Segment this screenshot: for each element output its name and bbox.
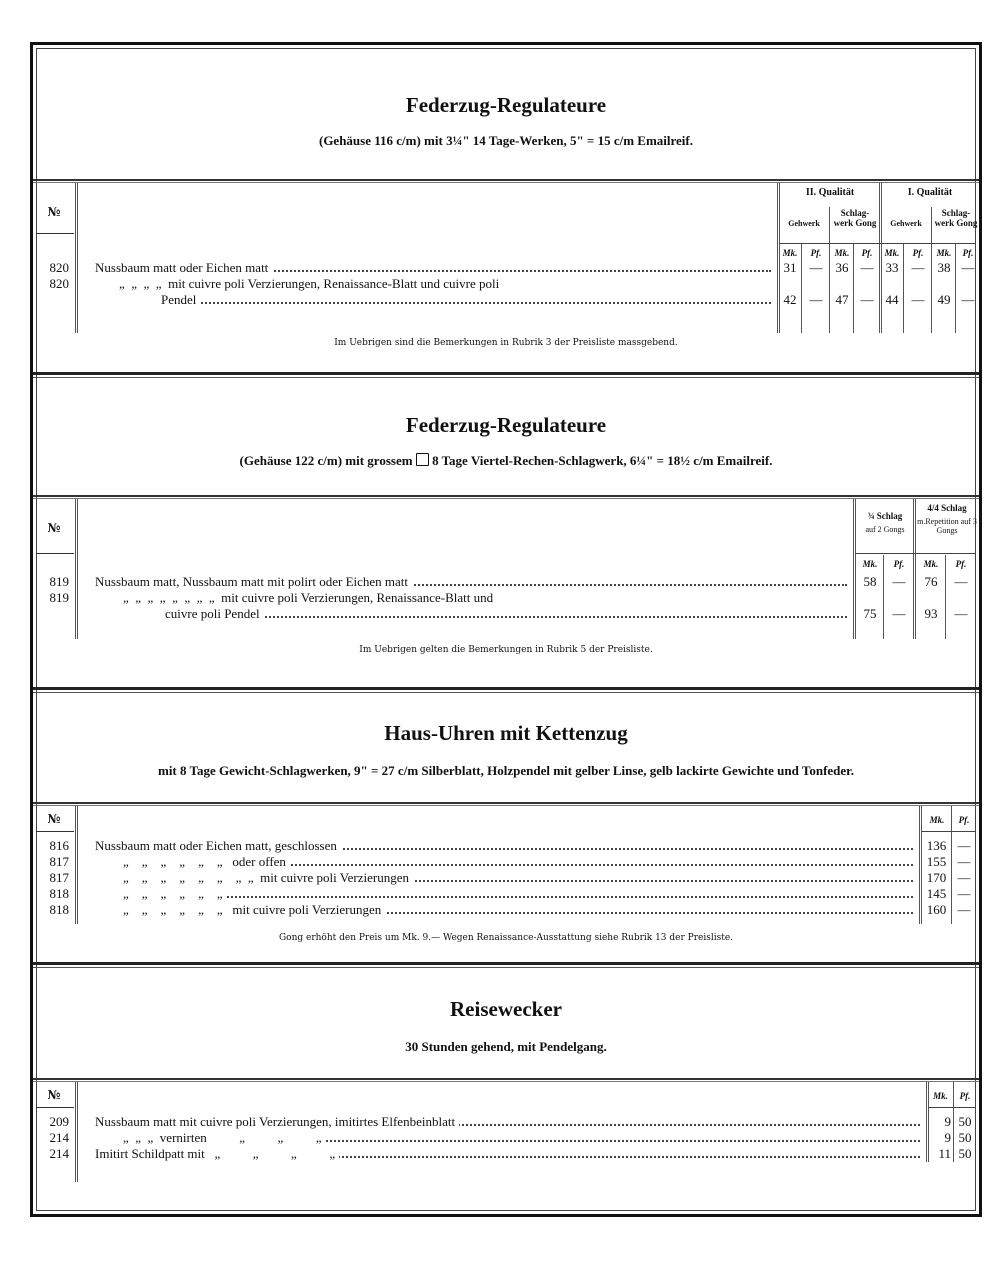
item-description: „ „ „ „ „ „ „ „ mit cuivre poli Verzierungen, Renaissance-Blatt und	[123, 591, 497, 605]
item-description: Nussbaum matt, Nussbaum matt mit polirt oder Eichen matt	[95, 575, 412, 589]
col-divider	[829, 207, 830, 333]
section-3-num-header-rule	[36, 831, 74, 832]
price-pf: —	[809, 260, 823, 275]
item-description: Nussbaum matt oder Eichen matt, geschlossen	[95, 839, 341, 853]
section-4-top-rule	[33, 1078, 979, 1082]
item-description: „ „ „ „ mit cuivre poli Verzierungen, Renaissance-Blatt und cuivre poli	[119, 277, 503, 291]
price-header-rule	[928, 1107, 975, 1108]
section-4-title: Reisewecker	[450, 997, 562, 1021]
price-pf: —	[911, 260, 925, 275]
table-row	[123, 591, 847, 605]
item-number: 819	[49, 590, 69, 605]
item-number: 820	[49, 276, 69, 291]
price-pf: 50	[958, 1130, 972, 1145]
price-mk: 75	[863, 606, 877, 621]
table-row	[95, 1147, 920, 1161]
table-row-continuation	[161, 293, 771, 307]
price-group-label: 4/4 Schlag	[927, 503, 967, 513]
unit-pf: Pf.	[959, 1091, 971, 1101]
item-description: Nussbaum matt mit cuivre poli Verzierungen, imitirtes Elfenbeinblatt	[95, 1115, 459, 1129]
price-mk: 47	[835, 292, 849, 307]
table-row	[123, 903, 913, 917]
item-description: „ „ „ „ „ „ oder offen	[123, 855, 290, 869]
price-group-label: I. Qualität	[907, 187, 953, 198]
table-row	[95, 575, 847, 589]
table-row-continuation	[165, 607, 847, 621]
unit-mk: Mk.	[933, 1091, 948, 1101]
price-mk: 49	[937, 292, 951, 307]
price-pf: —	[954, 606, 968, 621]
price-header-rule	[921, 831, 975, 832]
price-mk: 9	[944, 1130, 951, 1145]
unit-pf: Pf.	[958, 815, 970, 825]
price-header-rule	[779, 243, 975, 244]
table-row	[95, 1115, 920, 1129]
section-4-num-header: №	[47, 1088, 61, 1102]
item-number: 820	[49, 260, 69, 275]
price-mk: 58	[863, 574, 877, 589]
price-pf: —	[957, 854, 971, 869]
section-1-num-header-rule	[36, 233, 74, 234]
col-divider	[903, 244, 904, 333]
item-number: 818	[49, 886, 69, 901]
item-description-cont: cuivre poli Pendel	[165, 607, 264, 621]
item-description: Imitirt Schildpatt mit „ „ „ „	[95, 1147, 339, 1161]
leader-dots	[123, 896, 913, 898]
col-divider	[931, 207, 932, 333]
price-mk: 31	[783, 260, 797, 275]
item-description: „ „ „ vernirten „ „ „	[123, 1131, 326, 1145]
table-row	[123, 1131, 920, 1145]
price-mk: 38	[937, 260, 951, 275]
square-dial-icon	[416, 453, 429, 466]
item-description: Nussbaum matt oder Eichen matt	[95, 261, 272, 275]
price-col-label: Schlag-werk Gong	[934, 208, 978, 228]
price-mk: 170	[926, 870, 947, 885]
table-row	[119, 277, 771, 291]
price-pf: —	[860, 292, 874, 307]
price-col-label: Schlag-werk Gong	[833, 208, 877, 228]
table-row	[123, 871, 913, 885]
section-3-top-rule	[33, 802, 979, 806]
price-mk: 42	[783, 292, 797, 307]
price-pf: —	[957, 870, 971, 885]
section-2-num-column	[33, 499, 78, 639]
price-pf: 50	[958, 1146, 972, 1161]
unit-mk: Mk.	[862, 559, 878, 569]
section-3-num-header: №	[47, 812, 61, 826]
item-number: 209	[49, 1114, 69, 1129]
section-2-num-header: №	[47, 521, 61, 535]
item-description: „ „ „ „ „ „ mit cuivre poli Verzierungen	[123, 903, 385, 917]
unit-pf: Pf.	[912, 248, 924, 258]
table-row	[95, 839, 913, 853]
section-2-title: Federzug-Regulateure	[405, 413, 607, 437]
price-pf: —	[961, 260, 975, 275]
leader-dots	[161, 302, 771, 304]
unit-mk: Mk.	[936, 248, 952, 258]
section-1-top-rule	[33, 179, 979, 183]
col-divider	[951, 806, 952, 924]
page-frame	[30, 42, 982, 1217]
unit-mk: Mk.	[782, 248, 798, 258]
item-number: 818	[49, 902, 69, 917]
unit-mk: Mk.	[884, 248, 900, 258]
price-pf: —	[957, 902, 971, 917]
section-4-subtitle: 30 Stunden gehend, mit Pendelgang.	[405, 1039, 607, 1054]
section-2-subtitle	[33, 453, 979, 469]
price-mk: 136	[926, 838, 947, 853]
table-row	[123, 887, 913, 901]
price-pf: 50	[958, 1114, 972, 1129]
section-2-top-rule	[33, 495, 979, 499]
table-row	[95, 261, 771, 275]
col-divider	[853, 244, 854, 333]
price-mk: 155	[926, 854, 947, 869]
item-number: 214	[49, 1146, 69, 1161]
price-pf: —	[957, 886, 971, 901]
unit-pf: Pf.	[810, 248, 822, 258]
price-mk: 44	[885, 292, 899, 307]
col-divider	[913, 499, 916, 639]
price-pf: —	[860, 260, 874, 275]
price-mk: 93	[924, 606, 938, 621]
section-separator	[33, 372, 979, 378]
item-number: 817	[49, 870, 69, 885]
item-number: 819	[49, 574, 69, 589]
price-group-sub: m.Repetition auf 3 Gongs	[917, 517, 977, 535]
unit-mk: Mk.	[923, 559, 939, 569]
price-mk: 145	[926, 886, 947, 901]
unit-pf: Pf.	[893, 559, 905, 569]
section-2-num-header-rule	[36, 553, 74, 554]
subtitle-part-a: (Gehäuse 122 c/m) mit grossem	[239, 453, 413, 468]
col-divider	[879, 183, 882, 333]
section-separator	[33, 962, 979, 968]
price-group-label: II. Qualität	[805, 187, 855, 198]
price-pf: —	[911, 292, 925, 307]
price-group-label: ¾ Schlag	[867, 511, 903, 521]
col-divider	[801, 244, 802, 333]
price-pf: —	[961, 292, 975, 307]
price-mk: 9	[944, 1114, 951, 1129]
unit-mk: Mk.	[929, 815, 945, 825]
price-mk: 36	[835, 260, 849, 275]
item-number: 817	[49, 854, 69, 869]
price-col-label: Gehwerk	[788, 219, 820, 228]
price-header-rule	[855, 553, 975, 554]
price-pf: —	[892, 606, 906, 621]
item-description-cont: Pendel	[161, 293, 200, 307]
unit-pf: Pf.	[955, 559, 967, 569]
price-pf: —	[892, 574, 906, 589]
section-1-subtitle: (Gehäuse 116 c/m) mit 3¼" 14 Tage-Werken, 5" = 15 c/m Emailreif.	[318, 133, 693, 148]
unit-mk: Mk.	[834, 248, 850, 258]
item-number: 816	[49, 838, 69, 853]
section-separator	[33, 687, 979, 693]
price-col-label: Gehwerk	[890, 219, 922, 228]
section-4-num-header-rule	[36, 1107, 74, 1108]
section-3-title: Haus-Uhren mit Kettenzug	[384, 721, 628, 745]
section-1-note: Im Uebrigen sind die Bemerkungen in Rubrik 3 der Preisliste massgebend.	[334, 338, 678, 348]
section-1-title: Federzug-Regulateure	[405, 93, 607, 117]
price-group-sub: auf 2 Gongs	[865, 525, 905, 534]
price-pf: —	[954, 574, 968, 589]
item-description: „ „ „ „ „ „ „ „ mit cuivre poli Verzierungen	[123, 871, 413, 885]
price-mk: 33	[885, 260, 899, 275]
item-number: 214	[49, 1130, 69, 1145]
table-row	[123, 855, 913, 869]
col-divider	[955, 244, 956, 333]
col-divider	[953, 1082, 954, 1162]
section-1-price-divider	[777, 183, 780, 333]
subtitle-part-b: 8 Tage Viertel-Rechen-Schlagwerk, 6¼" = 18½ c/m Emailreif.	[432, 453, 773, 468]
price-mk: 11	[938, 1146, 951, 1161]
price-mk: 76	[924, 574, 938, 589]
price-pf: —	[957, 838, 971, 853]
section-3-subtitle: mit 8 Tage Gewicht-Schlagwerken, 9" = 27 c/m Silberblatt, Holzpendel mit gelber Linse, gelb lackirte Gewichte und Tonfeder.	[157, 763, 855, 778]
section-3-note: Gong erhöht den Preis um Mk. 9.— Wegen Renaissance-Ausstattung siehe Rubrik 13 der Preisliste.	[278, 933, 734, 943]
item-description: „ „ „ „ „ „	[123, 887, 227, 901]
section-2-price-divider	[853, 499, 856, 639]
leader-dots	[165, 616, 847, 618]
section-1-num-header: №	[47, 205, 61, 219]
price-pf: —	[809, 292, 823, 307]
price-mk: 160	[926, 902, 947, 917]
col-divider	[945, 555, 946, 639]
col-divider	[883, 555, 884, 639]
unit-pf: Pf.	[962, 248, 974, 258]
section-2-note: Im Uebrigen gelten die Bemerkungen in Rubrik 5 der Preisliste.	[359, 645, 653, 655]
unit-pf: Pf.	[861, 248, 873, 258]
